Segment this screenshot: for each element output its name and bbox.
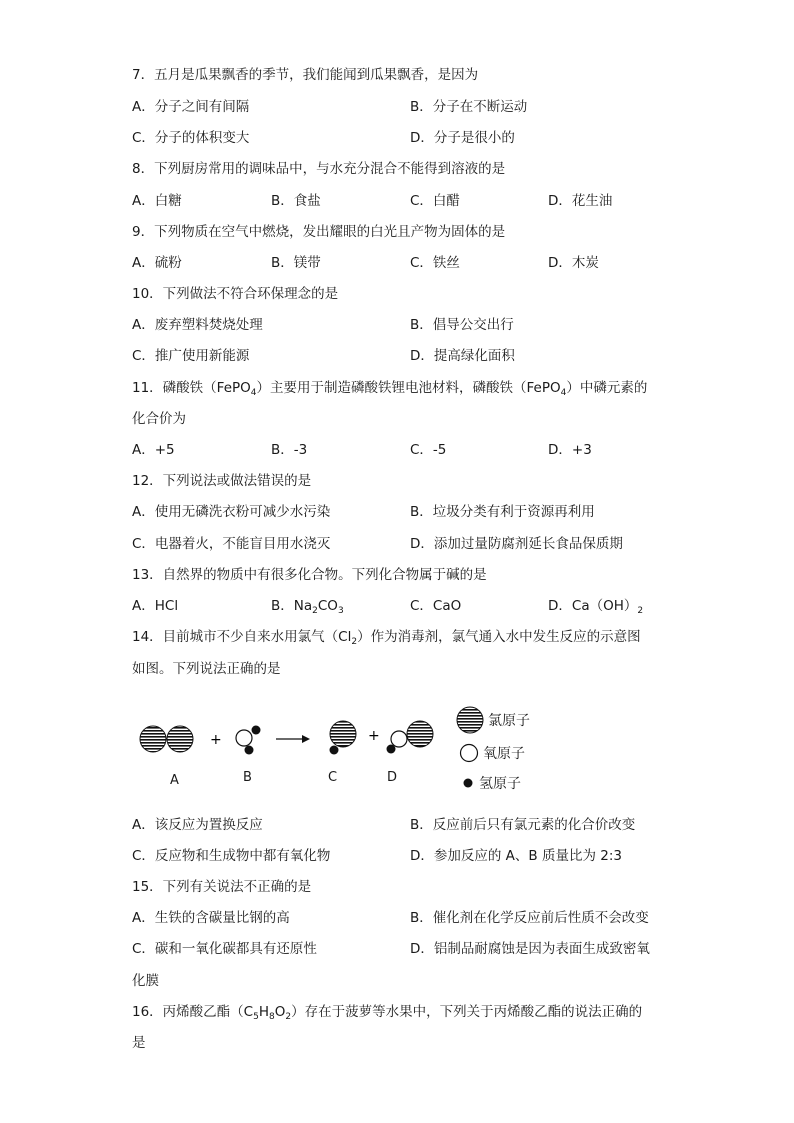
q13-option-b-part1: B．Na bbox=[271, 598, 313, 614]
molecule-a-cl2 bbox=[140, 726, 193, 752]
q14-stem-line2: 如图。下列说法正确的是 bbox=[132, 661, 281, 677]
q14-option-a[interactable]: A．该反应为置换反应 bbox=[132, 817, 263, 833]
hydrogen-atom bbox=[330, 746, 339, 755]
q10-option-d[interactable]: D．提高绿化面积 bbox=[410, 348, 515, 364]
q12-option-d[interactable]: D．添加过量防腐剂延长食品保质期 bbox=[410, 536, 623, 552]
q7-option-c[interactable]: C．分子的体积变大 bbox=[132, 130, 250, 146]
molecule-c-hcl bbox=[330, 721, 357, 755]
q10-option-a[interactable]: A．废弃塑料焚烧处理 bbox=[132, 317, 263, 333]
q9-option-c[interactable]: C．铁丝 bbox=[410, 255, 460, 271]
reaction-diagram bbox=[136, 700, 556, 800]
q11-stem-part1: 11．磷酸铁（FePO bbox=[132, 380, 251, 396]
q15-option-c[interactable]: C．碳和一氧化碳都具有还原性 bbox=[132, 941, 317, 957]
q11-option-a[interactable]: A．+5 bbox=[132, 442, 175, 458]
molecule-b-water bbox=[236, 726, 261, 755]
q7-option-a[interactable]: A．分子之间有间隔 bbox=[132, 99, 250, 115]
q11-stem-line2: 化合价为 bbox=[132, 411, 186, 427]
q15-option-d[interactable]: D．铝制品耐腐蚀是因为表面生成致密氧 bbox=[410, 941, 650, 957]
hydrogen-atom bbox=[387, 745, 396, 754]
chlorine-atom bbox=[407, 721, 433, 747]
q11-sub-4b: 4 bbox=[560, 388, 567, 398]
legend-oxygen-icon bbox=[461, 745, 478, 762]
plus-sign-1: + bbox=[210, 732, 222, 748]
label-a: A bbox=[170, 773, 179, 788]
q13-option-d-sub: 2 bbox=[637, 606, 644, 616]
q12-option-c[interactable]: C．电器着火，不能盲目用水浇灭 bbox=[132, 536, 331, 552]
q16-stem-h: H bbox=[258, 1004, 269, 1020]
q8-option-d[interactable]: D．花生油 bbox=[548, 193, 613, 209]
label-d: D bbox=[387, 770, 398, 785]
q13-option-b-part2: CO bbox=[317, 598, 338, 614]
q14-option-d[interactable]: D．参加反应的 A、B 质量比为 2:3 bbox=[410, 848, 622, 864]
q15-option-b[interactable]: B．催化剂在化学反应前后性质不会改变 bbox=[410, 910, 649, 926]
q16-stem bbox=[132, 1003, 642, 1021]
label-b: B bbox=[243, 770, 252, 785]
q13-option-b-sub2: 3 bbox=[337, 606, 344, 616]
label-c: C bbox=[328, 770, 338, 785]
plus-sign-2: + bbox=[368, 728, 380, 744]
q8-option-b[interactable]: B．食盐 bbox=[271, 193, 321, 209]
legend-chlorine-icon bbox=[457, 707, 483, 733]
q16-stem-part2: ）存在于菠萝等水果中，下列关于丙烯酸乙酯的说法正确的 bbox=[291, 1004, 643, 1020]
reaction-arrow bbox=[276, 735, 310, 743]
q15-option-a[interactable]: A．生铁的含碳量比钢的高 bbox=[132, 910, 290, 926]
legend-oxygen-label: 氧原子 bbox=[483, 746, 525, 762]
hydrogen-atom bbox=[245, 746, 254, 755]
q13-option-c[interactable]: C．CaO bbox=[410, 598, 462, 614]
oxygen-atom bbox=[391, 731, 407, 747]
q9-option-d[interactable]: D．木炭 bbox=[548, 255, 599, 271]
q12-stem: 12．下列说法或做法错误的是 bbox=[132, 473, 312, 489]
chlorine-atom bbox=[167, 726, 193, 752]
q13-option-b-sub1: 2 bbox=[312, 606, 318, 616]
q9-stem: 9．下列物质在空气中燃烧，发出耀眼的白光且产物为固体的是 bbox=[132, 224, 506, 240]
q8-stem: 8．下列厨房常用的调味品中，与水充分混合不能得到溶液的是 bbox=[132, 161, 506, 177]
q16-sub-5: 5 bbox=[253, 1012, 259, 1022]
q16-stem-part1: 16．丙烯酸乙酯（C bbox=[132, 1004, 254, 1020]
legend-chlorine-label: 氯原子 bbox=[488, 713, 530, 729]
q16-stem-o: O bbox=[274, 1004, 286, 1020]
q11-stem-part3: ）中磷元素的 bbox=[566, 380, 648, 396]
q10-option-c[interactable]: C．推广使用新能源 bbox=[132, 348, 250, 364]
q16-sub-2: 2 bbox=[285, 1012, 292, 1022]
q14-stem bbox=[132, 628, 641, 646]
q10-stem: 10．下列做法不符合环保理念的是 bbox=[132, 286, 339, 302]
q13-option-b[interactable] bbox=[271, 597, 344, 615]
q10-option-b[interactable]: B．倡导公交出行 bbox=[410, 317, 514, 333]
chlorine-atom bbox=[140, 726, 166, 752]
legend-hydrogen-label: 氢原子 bbox=[479, 776, 521, 792]
q8-option-c[interactable]: C．白醋 bbox=[410, 193, 460, 209]
q11-stem bbox=[132, 379, 647, 397]
q14-option-c[interactable]: C．反应物和生成物中都有氧化物 bbox=[132, 848, 331, 864]
molecule-d-hclo bbox=[387, 721, 434, 754]
oxygen-atom bbox=[236, 730, 252, 746]
q15-option-d-continuation: 化膜 bbox=[132, 973, 159, 989]
q11-sub-4: 4 bbox=[250, 388, 257, 398]
q7-option-b[interactable]: B．分子在不断运动 bbox=[410, 99, 528, 115]
q9-option-a[interactable]: A．硫粉 bbox=[132, 255, 182, 271]
chlorine-atom bbox=[330, 721, 356, 747]
q13-option-d-part1: D．Ca（OH） bbox=[548, 598, 638, 614]
q14-stem-part2: ）作为消毒剂，氯气通入水中发生反应的示意图 bbox=[357, 629, 641, 645]
q12-option-b[interactable]: B．垃圾分类有利于资源再利用 bbox=[410, 504, 595, 520]
q13-option-d[interactable] bbox=[548, 597, 643, 615]
q14-stem-sub: 2 bbox=[351, 637, 358, 647]
q12-option-a[interactable]: A．使用无磷洗衣粉可减少水污染 bbox=[132, 504, 331, 520]
legend-hydrogen-icon bbox=[464, 779, 473, 788]
q11-stem-part2: ）主要用于制造磷酸铁锂电池材料，磷酸铁（FePO bbox=[256, 380, 561, 396]
q11-option-d[interactable]: D．+3 bbox=[548, 442, 592, 458]
q15-stem: 15．下列有关说法不正确的是 bbox=[132, 879, 312, 895]
q14-stem-part1: 14．目前城市不少自来水用氯气（Cl bbox=[132, 629, 352, 645]
q7-option-d[interactable]: D．分子是很小的 bbox=[410, 130, 515, 146]
hydrogen-atom bbox=[252, 726, 261, 735]
q13-option-a[interactable]: A．HCl bbox=[132, 598, 179, 614]
q14-option-b[interactable]: B．反应前后只有氯元素的化合价改变 bbox=[410, 817, 636, 833]
q8-option-a[interactable]: A．白糖 bbox=[132, 193, 182, 209]
q11-option-b[interactable]: B．-3 bbox=[271, 442, 308, 458]
q9-option-b[interactable]: B．镁带 bbox=[271, 255, 321, 271]
q11-option-c[interactable]: C．-5 bbox=[410, 442, 447, 458]
q16-stem-line2: 是 bbox=[132, 1035, 146, 1051]
q13-stem: 13．自然界的物质中有很多化合物。下列化合物属于碱的是 bbox=[132, 567, 487, 583]
q7-stem: 7．五月是瓜果飘香的季节，我们能闻到瓜果飘香，是因为 bbox=[132, 67, 479, 83]
q16-sub-8: 8 bbox=[269, 1012, 275, 1022]
